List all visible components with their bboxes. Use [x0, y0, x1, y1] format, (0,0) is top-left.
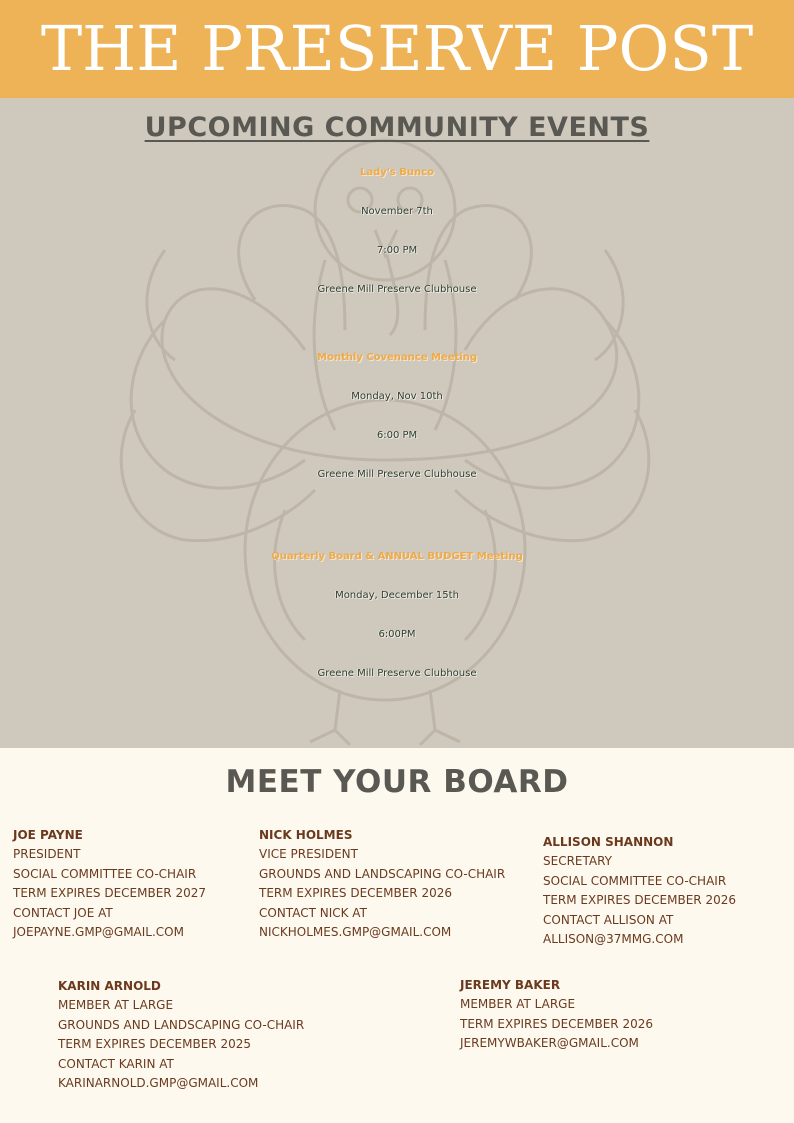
member-committee: SOCIAL COMMITTEE CO-CHAIR — [543, 873, 727, 888]
event-3-location: Greene Mill Preserve Clubhouse — [317, 668, 477, 679]
board-member-karin-arnold — [58, 977, 304, 1094]
member-role: MEMBER AT LARGE — [460, 997, 576, 1011]
member-name: JEREMY BAKER — [460, 978, 561, 992]
member-email[interactable]: JEREMYWBAKER@GMAIL.COM — [460, 1036, 639, 1050]
member-name: KARIN ARNOLD — [58, 979, 161, 993]
member-term: TERM EXPIRES DECEMBER 2026 — [259, 886, 452, 900]
member-contact-label: CONTACT KARIN AT — [58, 1056, 174, 1071]
member-email[interactable]: KARINARNOLD.GMP@GMAIL.COM — [58, 1076, 259, 1090]
event-1-location: Greene Mill Preserve Clubhouse — [317, 284, 477, 295]
member-role: SECRETARY — [543, 854, 613, 868]
board-member-jeremy-baker — [460, 976, 653, 1054]
member-email[interactable]: NICKHOLMES.GMP@GMAIL.COM — [259, 925, 452, 939]
member-name: NICK HOLMES — [259, 828, 353, 842]
member-email[interactable]: JOEPAYNE.GMP@GMAIL.COM — [13, 925, 184, 939]
member-name: ALLISON SHANNON — [543, 835, 674, 849]
member-committee: GROUNDS AND LANDSCAPING CO-CHAIR — [259, 866, 506, 881]
member-role: VICE PRESIDENT — [259, 847, 358, 861]
member-name: JOE PAYNE — [13, 828, 83, 842]
board-member-nick-holmes — [259, 826, 505, 943]
event-3-name: Quarterly Board & ANNUAL BUDGET Meeting — [271, 551, 523, 562]
event-2-name: Monthly Covenance Meeting — [317, 352, 477, 363]
event-1-date: November 7th — [361, 206, 433, 217]
member-committee: SOCIAL COMMITTEE CO-CHAIR — [13, 866, 197, 881]
member-term: TERM EXPIRES DECEMBER 2026 — [543, 893, 736, 907]
member-contact-label: CONTACT ALLISON AT — [543, 912, 674, 927]
event-1-name: Lady's Bunco — [360, 167, 434, 178]
member-email[interactable]: ALLISON@37MMG.COM — [543, 932, 684, 946]
event-1-time: 7:00 PM — [376, 245, 418, 256]
masthead — [0, 0, 794, 98]
member-committee: GROUNDS AND LANDSCAPING CO-CHAIR — [58, 1017, 305, 1032]
member-role: PRESIDENT — [13, 847, 81, 861]
member-term: TERM EXPIRES DECEMBER 2026 — [460, 1016, 653, 1031]
board-member-joe-payne — [13, 826, 206, 943]
event-2-location: Greene Mill Preserve Clubhouse — [317, 469, 477, 480]
board-member-allison-shannon — [543, 833, 736, 950]
event-2-time: 6:00 PM — [376, 430, 418, 441]
member-contact-label: CONTACT JOE AT — [13, 905, 113, 920]
member-role: MEMBER AT LARGE — [58, 998, 174, 1012]
member-contact-label: CONTACT NICK AT — [259, 905, 367, 920]
member-term: TERM EXPIRES DECEMBER 2027 — [13, 886, 206, 900]
newsletter-title: THE PRESERVE POST — [40, 12, 754, 85]
events-section — [0, 98, 794, 748]
member-term: TERM EXPIRES DECEMBER 2025 — [58, 1037, 251, 1051]
events-heading: UPCOMING COMMUNITY EVENTS — [144, 112, 650, 143]
board-heading: MEET YOUR BOARD — [225, 764, 569, 800]
event-3-date: Monday, December 15th — [335, 590, 459, 601]
event-3-time: 6:00PM — [378, 629, 416, 640]
event-2-date: Monday, Nov 10th — [351, 391, 443, 402]
